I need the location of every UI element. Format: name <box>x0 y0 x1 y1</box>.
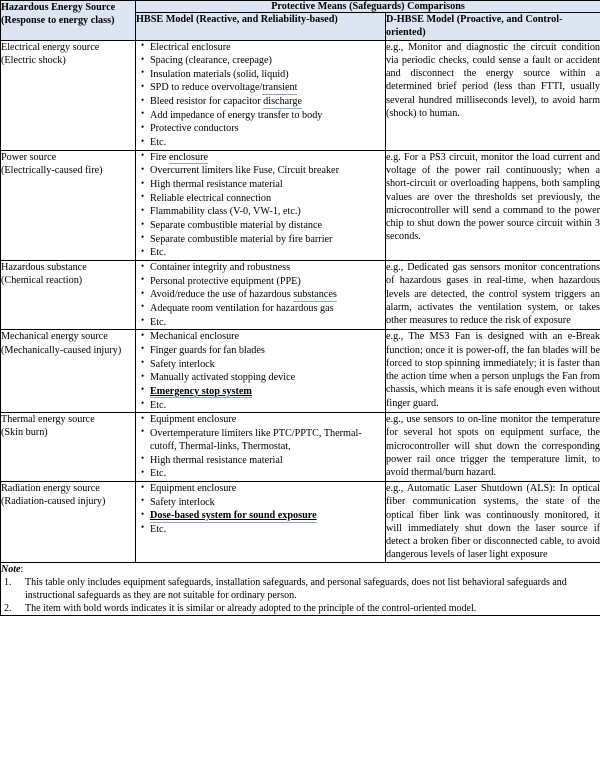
safeguard-bullet-text-bold: Emergency stop system <box>150 385 252 397</box>
table-footer <box>1 562 600 616</box>
row-label-0 <box>1 40 136 150</box>
safeguard-bullet-item <box>150 302 385 315</box>
safeguard-bullet-item <box>150 358 385 371</box>
safeguard-bullet-item <box>150 151 385 164</box>
safeguard-bullet-item <box>150 192 385 205</box>
header-protective-means-span: Protective Means (Safeguards) Comparisons <box>136 1 600 13</box>
safeguard-bullet-item <box>150 288 385 301</box>
note-item-number: 1. <box>4 576 12 588</box>
safeguard-bullet-text: High thermal resistance material <box>150 454 283 466</box>
table-row <box>1 261 600 330</box>
safeguard-bullet-text: Safety interlock <box>150 358 215 370</box>
safeguard-bullet-text: Mechanical enclosure <box>150 331 240 343</box>
safeguard-bullet-list <box>136 261 385 329</box>
example-cell-1: e.g. For a PS3 circuit, monitor the load current and voltage of the power rail continuously; when a short-circuit or overloading happens, both sampling values are over the thresholds set previously, the microcontroller will send a command to the power chip to shut down the power source circuit within 3 seconds. <box>386 150 600 260</box>
safeguard-bullet-text: SPD to reduce overvoltage/ <box>150 82 263 94</box>
safeguard-bullet-text: Spacing (clearance, creepage) <box>150 55 272 67</box>
safeguard-bullet-text: Separate combustible material by fire barrier <box>150 233 333 245</box>
example-cell-3: e.g., The MS3 Fan is designed with an e-Break function; once it is power-off, the fan blades will be forced to stop spinning immediately; it is faster than the action time when a person unplugs the Fan from chassis, which means it is safe enough even without finger guard. <box>386 330 600 413</box>
note-title: Note <box>1 563 21 575</box>
row-label-line2: (Skin burn) <box>1 427 48 439</box>
safeguard-bullet-item <box>150 205 385 218</box>
safeguard-bullet-list-cell-2 <box>136 261 386 330</box>
example-cell-5: e.g., Automatic Laser Shutdown (ALS): In optical fiber communication systems, the state of the optical fiber link was continuously monitored, it will immediately shut down the laser source if detect a broken fiber or disconnected cable, to avoid dangerous levels of laser light exposure <box>386 483 600 561</box>
example-cell-2: e.g., Dedicated gas sensors monitor concentrations of hazardous gases in real-time, when hazardous levels are detected, the control system triggers an alarm, activates the ventilation system, or takes other measures to reduce the risk of exposure <box>386 261 600 330</box>
safeguard-bullet-text: Bleed resistor for capacitor <box>150 96 264 108</box>
safeguard-bullet-list <box>136 482 385 536</box>
safeguard-bullet-text: Separate combustible material by distance <box>150 220 322 232</box>
example-cell-0: e.g., Monitor and diagnostic the circuit condition via periodic checks, could sense a fault or accident and disconnect the energy source within a determined brief period (less than FTTI, usually several hundred milliseconds level), to avoid harm (shock) to human. <box>386 40 600 150</box>
safeguard-bullet-text: Etc. <box>150 399 167 411</box>
safeguard-bullet-text-bold: Dose-based system for sound exposure <box>150 510 317 522</box>
safeguard-bullet-text: Insulation materials (solid, liquid) <box>150 68 289 80</box>
safeguard-bullet-text: Avoid/reduce the use of hazardous <box>150 289 294 301</box>
table-row <box>1 330 600 413</box>
note-list <box>1 576 600 616</box>
safeguard-bullet-item <box>150 454 385 467</box>
safeguard-bullet-text: Reliable electrical connection <box>150 192 272 204</box>
safeguard-bullet-text: Protective conductors <box>150 123 239 135</box>
safeguard-bullet-item <box>150 164 385 177</box>
safeguard-bullet-item <box>150 427 385 453</box>
spellcheck-underlined-word: discharge <box>263 96 303 108</box>
row-label-5 <box>1 482 136 563</box>
row-label-line1: Hazardous substance <box>1 262 87 273</box>
safeguard-bullet-item <box>150 41 385 54</box>
note-item <box>1 576 600 602</box>
note-item-text: The item with bold words indicates it is similar or already adopted to the principle of the control-oriented model. <box>25 603 477 615</box>
safeguard-bullet-item <box>150 523 385 536</box>
safeguard-bullet-item <box>150 136 385 149</box>
safeguard-bullet-item <box>150 509 385 522</box>
safeguard-bullet-list <box>136 41 385 150</box>
table-row <box>1 482 600 563</box>
safeguard-bullet-item <box>150 68 385 81</box>
header-col1-line2: (Response to energy class) <box>1 15 115 27</box>
safeguard-bullet-text: Fire <box>150 151 169 163</box>
table-row <box>1 40 600 150</box>
row-label-line1: Thermal energy source <box>1 414 95 426</box>
safeguard-bullet-list <box>136 151 385 260</box>
safeguard-bullet-item <box>150 330 385 343</box>
row-label-line1: Mechanical energy source (Mechanically-caused injury) <box>1 331 122 356</box>
safeguard-bullet-item <box>150 316 385 329</box>
note-heading <box>1 563 600 576</box>
safeguard-bullet-item <box>150 496 385 509</box>
safeguard-bullet-item <box>150 109 385 122</box>
safeguard-bullet-item <box>150 344 385 357</box>
spellcheck-underlined-word: substances <box>293 289 337 301</box>
example-cell-4: e.g., use sensors to on-line monitor the temperature for several hot spots on equipment surface, the microcontroller will shut down the corresponding power rail once trigger the temperature limit, to avoid thermal/burn hazard. <box>386 413 600 482</box>
safeguard-bullet-item <box>150 81 385 94</box>
safeguard-bullet-text: Manually activated stopping device <box>150 372 296 384</box>
note-cell <box>1 562 600 616</box>
safeguard-bullet-text: Etc. <box>150 137 167 149</box>
safeguard-bullet-text: Flammability class (V-0, VW-1, etc.) <box>150 206 301 218</box>
row-label-line2: (Chemical reaction) <box>1 275 83 287</box>
safeguard-bullet-item <box>150 122 385 135</box>
row-label-line1: Electrical energy source <box>1 41 100 53</box>
row-label-line2: (Electrically-caused fire) <box>1 165 103 176</box>
safeguard-bullet-text: High thermal resistance material <box>150 179 283 191</box>
row-label-1 <box>1 150 136 260</box>
safeguard-bullet-list <box>136 413 385 480</box>
safeguard-bullet-text: Finger guards for fan blades <box>150 344 265 356</box>
row-label-line1: Radiation energy source (Radiation-caused injury) <box>1 483 106 508</box>
safeguard-bullet-item <box>150 399 385 412</box>
safeguard-bullet-item <box>150 482 385 495</box>
note-item-number: 2. <box>4 603 12 615</box>
table-row <box>1 413 600 482</box>
table-row <box>1 150 600 260</box>
header-row-top <box>1 1 600 13</box>
safeguard-bullet-list-cell-5 <box>136 482 386 563</box>
table-header <box>1 1 600 41</box>
header-hbse-model: HBSE Model (Reactive, and Reliability-based) <box>136 13 386 41</box>
safeguard-bullet-item <box>150 95 385 108</box>
safeguard-bullet-item <box>150 246 385 259</box>
row-label-line1: Power source <box>1 151 57 163</box>
header-hazardous-energy-source <box>1 1 136 41</box>
safeguard-bullet-text: Adequate room ventilation for hazardous gas <box>150 302 334 314</box>
safeguard-bullet-item <box>150 233 385 246</box>
header-d-hbse-model: D-HBSE Model (Proactive, and Control-oriented) <box>386 13 600 41</box>
safeguard-bullet-item <box>150 413 385 426</box>
safeguard-bullet-list <box>136 330 385 411</box>
note-item <box>1 602 600 615</box>
safeguard-bullet-text: Overtemperature limiters like PTC/PPTC, Thermal-cutoff, Thermal-links, Thermostat, <box>150 427 362 453</box>
safeguard-bullet-item <box>150 275 385 288</box>
safeguard-bullet-item <box>150 178 385 191</box>
safeguard-bullet-list-cell-3 <box>136 330 386 413</box>
note-item-text: This table only includes equipment safeguards, installation safeguards, and personal safeguards, does not list behavioral safeguards and instructional safeguards as they are not suitable for ordinary person. <box>25 576 567 601</box>
spellcheck-underlined-word: enclosure <box>168 151 209 163</box>
note-colon: : <box>20 563 24 575</box>
safeguard-bullet-text: Add impedance of energy transfer to body <box>150 109 323 121</box>
safeguard-bullet-list-cell-1 <box>136 150 386 260</box>
safeguard-bullet-item <box>150 261 385 274</box>
safeguard-bullet-text: Container integrity and robustness <box>150 262 291 273</box>
row-label-3 <box>1 330 136 413</box>
safeguard-bullet-text: Overcurrent limiters like Fuse, Circuit breaker <box>150 165 339 177</box>
safeguard-bullet-list-cell-0 <box>136 40 386 150</box>
safeguard-bullet-item <box>150 219 385 232</box>
note-row <box>1 562 600 616</box>
safeguard-bullet-list-cell-4 <box>136 413 386 482</box>
safeguard-bullet-text: Electrical enclosure <box>150 41 231 53</box>
header-col1-line1: Hazardous Energy Source <box>1 2 116 13</box>
row-label-line2: (Electric shock) <box>1 54 66 66</box>
safeguard-bullet-item <box>150 54 385 67</box>
safeguard-bullet-item <box>150 385 385 398</box>
safeguard-bullet-item <box>150 467 385 480</box>
safeguard-bullet-item <box>150 371 385 384</box>
safeguard-bullet-text: Equipment enclosure <box>150 414 237 426</box>
safeguard-bullet-text: Equipment enclosure <box>150 483 237 494</box>
row-label-4 <box>1 413 136 482</box>
row-label-2 <box>1 261 136 330</box>
safeguard-bullet-text: Safety interlock <box>150 496 215 508</box>
safeguard-bullet-text: Etc. <box>150 316 167 328</box>
table-body <box>1 40 600 562</box>
spellcheck-underlined-word: transient <box>262 82 298 94</box>
safeguard-bullet-text: Personal protective equipment (PPE) <box>150 275 301 287</box>
safeguard-bullet-text: Etc. <box>150 523 167 535</box>
safeguard-bullet-text: Etc. <box>150 247 167 259</box>
safeguard-bullet-text: Etc. <box>150 468 167 480</box>
